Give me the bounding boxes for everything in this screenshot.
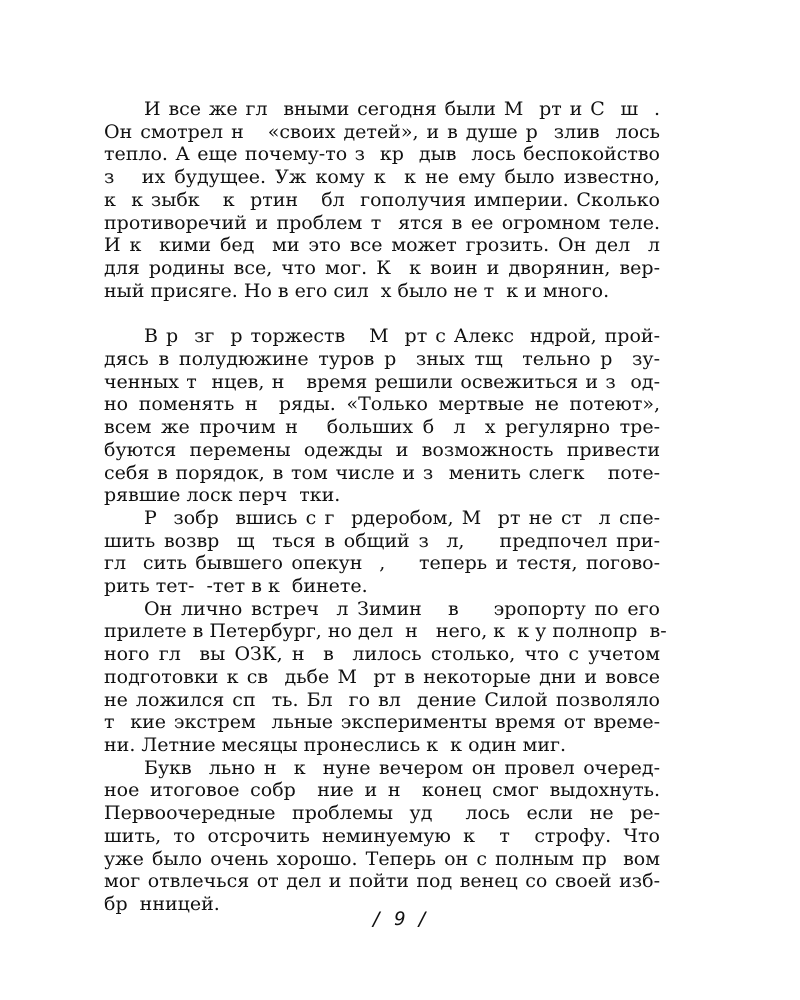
text-line: ни. Летние месяцы пронеслись к к один миг. (104, 733, 567, 756)
text-line: Он лично встреч л Зимин в эропорту по его (144, 597, 660, 620)
page-number: / 9 / (371, 908, 429, 930)
text-line: шить возвр щ ться в общий з л, предпочел при- (104, 529, 660, 552)
body-text (104, 98, 667, 916)
paragraph-3 (104, 507, 660, 598)
text-line: но поменять н ряды. «Только мертвые не потеют», (104, 393, 660, 416)
text-line: тепло. А еще почему-то з кр дыв лось беспокойство (104, 143, 660, 166)
text-line: т кие экстрем льные эксперименты время от време- (104, 711, 660, 734)
text-line: Р зобр вшись с г рдеробом, М рт не ст л спе- (144, 506, 660, 529)
paragraph-gap (104, 302, 660, 325)
paragraph-1 (104, 98, 660, 302)
text-line: з их будущее. Уж кому к к не ему было известно, (104, 166, 660, 189)
text-line: И все же гл вными сегодня были М рт и С ш . (144, 98, 660, 120)
text-line: Букв льно н к нуне вечером он провел очеред- (144, 756, 660, 779)
text-line: себя в порядок, в том числе и з менить слегк поте- (104, 461, 660, 484)
text-line: к к зыбк к ртин бл гополучия империи. Сколько (104, 188, 660, 211)
text-line: Первоочередные проблемы уд лось если не ре- (104, 802, 660, 825)
text-line: ченных т нцев, н время решили освежиться и з од- (104, 370, 660, 393)
text-line: ное итоговое собр ние и н конец смог выдохнуть. (104, 779, 660, 802)
text-line: не ложился сп ть. Бл го вл дение Силой позволяло (104, 688, 660, 711)
text-line: всем же прочим н больших б л х регулярно тре- (104, 416, 660, 439)
text-line: противоречий и проблем т ятся в ее огромном теле. (104, 211, 660, 234)
text-line: для родины все, что мог. К к воин и дворянин, вер- (104, 256, 660, 279)
text-line: мог отвлечься от дел и пойти под венец со своей изб- (104, 870, 660, 893)
paragraph-5 (104, 757, 660, 916)
text-line: дясь в полудюжине туров р зных тщ тельно р зу- (104, 348, 660, 371)
text-line: рявшие лоск перч тки. (104, 484, 341, 507)
text-line: подготовки к св дьбе М рт в некоторые дни и вовсе (104, 665, 660, 688)
paragraph-4 (104, 597, 667, 757)
paragraph-2 (104, 325, 660, 507)
text-line: И к кими бед ми это все может грозить. Он дел л (104, 234, 660, 257)
text-line: ный присяге. Но в его сил х было не т к и много. (104, 279, 610, 302)
text-line: гл сить бывшего опекун , теперь и тестя, погово- (104, 552, 660, 575)
text-line: шить, то отсрочить неминуемую к т строфу. Что (104, 824, 660, 847)
text-line: В р зг р торжеств М рт с Алекс ндрой, прой- (144, 325, 660, 348)
text-line: прилете в Петербург, но дел н него, к к у полнопр в- (104, 620, 667, 643)
text-line: Он смотрел н «своих детей», и в душе р злив лось (104, 120, 660, 143)
text-line: ного гл вы ОЗК, н в лилось столько, что с учетом (104, 643, 660, 666)
text-line: бр нницей. (104, 892, 220, 915)
text-line: рить тет- -тет в к бинете. (104, 575, 368, 598)
text-line: уже было очень хорошо. Теперь он с полным пр вом (104, 847, 660, 870)
text-line: буются перемены одежды и возможность привести (104, 438, 660, 461)
